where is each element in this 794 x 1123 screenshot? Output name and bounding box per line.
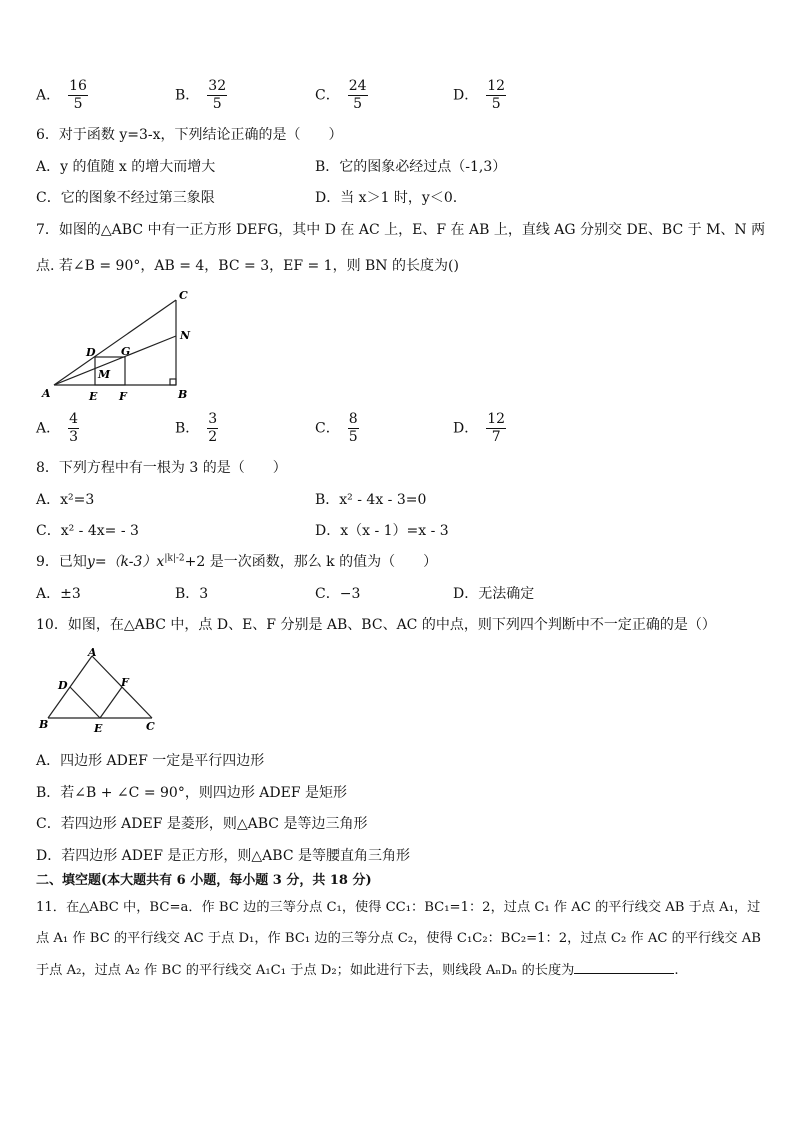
q7-label-d: D <box>86 346 96 359</box>
q8-option-b: B．x² - 4x - 3=0 <box>315 492 427 508</box>
q9-option-d: D．无法确定 <box>453 586 535 602</box>
q10-label-e: E <box>94 722 103 735</box>
q10-label-c: C <box>146 720 155 733</box>
q9-option-a: A．±3 <box>36 586 81 602</box>
q7-label-f: F <box>119 390 127 403</box>
q5-option-a: A． $\frac{16}{5}$ <box>36 78 87 112</box>
q7-label-e: E <box>89 390 98 403</box>
q10-option-b: B．若∠B + ∠C = 90°，则四边形 ADEF 是矩形 <box>36 785 347 801</box>
q7-figure <box>36 288 206 404</box>
q7-option-b: B． $\frac{3}{2}$ <box>175 411 218 445</box>
q10-option-a: A．四边形 ADEF 一定是平行四边形 <box>36 753 265 769</box>
q10-option-c: C．若四边形 ADEF 是菱形，则△ABC 是等边三角形 <box>36 816 368 832</box>
q6-option-c: C．它的图象不经过第三象限 <box>36 190 215 206</box>
q6-option-b: B．它的图象必经过点（-1,3） <box>315 159 507 175</box>
q7-option-a: A． $\frac{4}{3}$ <box>36 411 79 445</box>
q10-figure <box>36 646 166 736</box>
q7-label-n: N <box>180 329 191 342</box>
q7-stem-line1: 7．如图的△ABC 中有一正方形 DEFG，其中 D 在 AC 上，E、F 在 AB 上，直线 AG 分别交 DE、BC 于 M、N 两 <box>36 222 766 238</box>
q11-line3: 于点 A₂，过点 A₂ 作 BC 的平行线交 A₁C₁ 于点 D₂；如此进行下去，则线段 AₙDₙ 的长度为 . <box>36 959 679 978</box>
q7-label-b: B <box>178 388 188 401</box>
q11-answer-blank[interactable] <box>574 959 674 974</box>
q7-label-a: A <box>42 387 51 400</box>
q9-option-b: B．3 <box>175 586 209 602</box>
q7-stem-line2: 点. 若∠B = 90°，AB = 4，BC = 3，EF = 1，则 BN 的长度为() <box>36 258 459 274</box>
q9-option-c: C．−3 <box>315 586 361 602</box>
q8-stem: 8．下列方程中有一根为 3 的是（ ） <box>36 460 287 476</box>
q7-line-ag <box>54 336 176 385</box>
q5-option-d: D． $\frac{12}{5}$ <box>453 78 506 112</box>
q11-line1: 11．在△ABC 中，BC=a．作 BC 边的三等分点 C₁，使得 CC₁：BC₁=1：2，过点 C₁ 作 AC 的平行线交 AB 于点 A₁，过 <box>36 900 761 915</box>
q6-option-d: D．当 x＞1 时，y＜0. <box>315 190 458 206</box>
q7-option-d: D． $\frac{12}{7}$ <box>453 411 506 445</box>
q10-label-a: A <box>88 646 97 659</box>
q10-stem: 10．如图，在△ABC 中，点 D、E、F 分别是 AB、BC、AC 的中点，则下列四个判断中不一定正确的是（） <box>36 617 716 633</box>
q7-label-g: G <box>121 345 131 358</box>
q8-option-c: C．x² - 4x= - 3 <box>36 523 139 539</box>
q7-label-c: C <box>179 289 188 302</box>
q7-label-m: M <box>98 368 111 381</box>
q11-line2: 点 A₁ 作 BC 的平行线交 AC 于点 D₁，作 BC₁ 边的三等分点 C₂，使得 C₁C₂：BC₂=1：2，过点 C₂ 作 AC 的平行线交 AB <box>36 931 761 946</box>
q7-side-ac <box>54 300 176 385</box>
q10-option-d: D．若四边形 ADEF 是正方形，则△ABC 是等腰直角三角形 <box>36 848 410 864</box>
q10-label-b: B <box>39 718 49 731</box>
section-title-fill-in: 二、填空题(本大题共有 6 小题，每小题 3 分，共 18 分) <box>36 873 372 888</box>
q6-option-a: A．y 的值随 x 的增大而增大 <box>36 159 216 175</box>
q7-option-c: C． $\frac{8}{5}$ <box>315 411 358 445</box>
q6-stem: 6．对于函数 y=3-x，下列结论正确的是（ ） <box>36 127 343 143</box>
q8-option-d: D．x（x - 1）=x - 3 <box>315 523 449 539</box>
q5-option-c: C． $\frac{24}{5}$ <box>315 78 367 112</box>
q10-segment-de <box>70 687 100 718</box>
q9-stem: 9．已知$y=(k-3)x^{|k|-2}+2$ 是一次函数，那么 k 的值为（ ） <box>36 553 438 570</box>
q10-segment-ef <box>100 687 122 718</box>
q8-option-a: A．x²=3 <box>36 492 95 508</box>
q7-right-angle-mark <box>170 379 176 385</box>
q10-label-d: D <box>58 679 68 692</box>
q5-option-b: B． $\frac{32}{5}$ <box>175 78 227 112</box>
q10-label-f: F <box>121 676 129 689</box>
